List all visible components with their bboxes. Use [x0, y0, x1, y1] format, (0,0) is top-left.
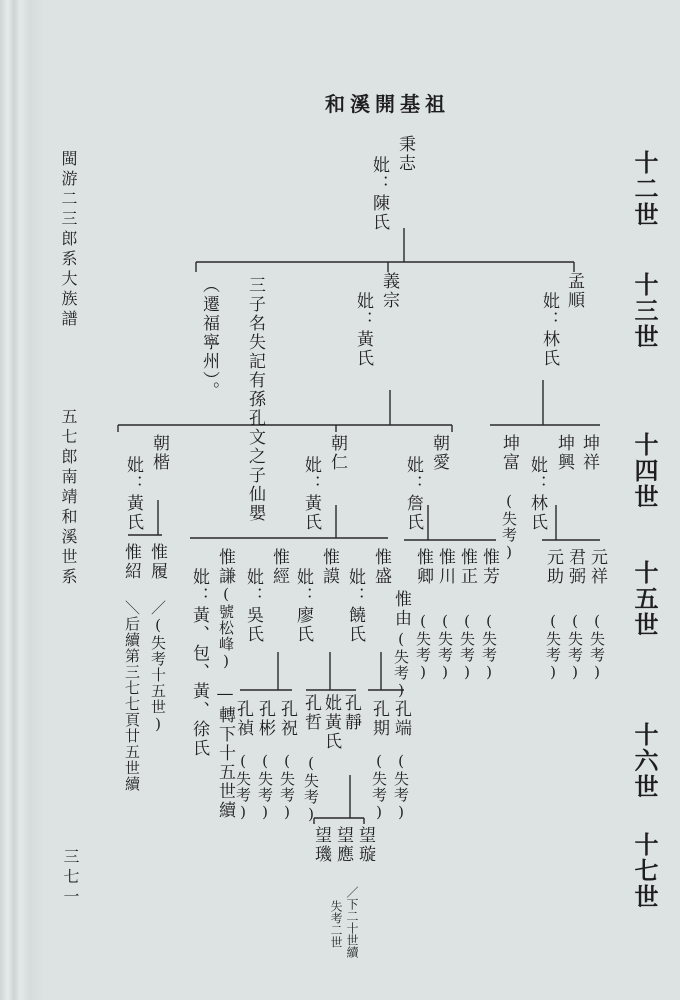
book-title: 閩游二三郎系大族譜	[59, 150, 78, 330]
person-weisheng: 惟盛	[371, 548, 391, 586]
wife-wu: 妣：吳氏	[243, 568, 263, 644]
note-yuanzhu: (失考)	[544, 612, 562, 682]
person-wangji: 望璣	[311, 826, 331, 864]
person-kongjing: 孔靜	[341, 694, 361, 732]
person-chaoai: 朝愛	[429, 434, 449, 472]
person-weilv: 惟履	[147, 543, 167, 581]
wife-huang-yi: 妣：黃氏	[353, 292, 373, 368]
note-lost-sons: 三子名失記有孫孔文之子仙嬰	[245, 276, 265, 523]
note-weiyou: (失考)	[392, 630, 410, 700]
person-chaoren: 朝仁	[327, 434, 347, 472]
note-wangxuan: ／下二十世續	[345, 886, 359, 958]
note-weishao: ＼后續第三七七頁廿五世續	[123, 600, 141, 792]
person-yuanxiang: 元祥	[587, 548, 607, 586]
person-kongqi: 孔期	[369, 700, 389, 738]
gen-label-13: 十三世	[630, 272, 659, 350]
note-yuanxiang: (失考)	[588, 612, 606, 682]
person-yuanzhu: 元助	[543, 548, 563, 586]
note-weifang: (失考)	[480, 612, 498, 682]
wife-huang-bao-huang-xu: 妣：黃、包、黃、徐氏	[189, 568, 209, 758]
gen-label-16: 十六世	[630, 722, 659, 800]
note-kongzhen: (失考)	[234, 752, 252, 822]
person-weiqian: 惟謙	[215, 548, 235, 586]
person-weifang: 惟芳	[479, 548, 499, 586]
note-junbi: (失考)	[566, 612, 584, 682]
wife-rao: 妣：饒氏	[345, 568, 365, 644]
person-wangxuan: 望璇	[355, 826, 375, 864]
gen-label-15: 十五世	[630, 560, 659, 638]
note-wangji: 失考二世	[329, 900, 343, 948]
person-kongbin: 孔彬	[255, 700, 275, 738]
book-subtitle: 五七郎南靖和溪世系	[59, 408, 78, 588]
person-weijing: 惟經	[269, 548, 289, 586]
person-weishao: 惟紹	[121, 543, 141, 581]
note-weiqian-hao: (號松峰)	[217, 585, 235, 671]
person-weimo: 惟謨	[319, 548, 339, 586]
gen-label-14: 十四世	[630, 432, 659, 510]
wife-zhan: 妣：詹氏	[403, 456, 423, 532]
person-weiyou: 惟由	[391, 590, 411, 628]
note-weiqian-continue: —轉下十五世續	[215, 684, 235, 820]
note-kongduan: (失考)	[392, 752, 410, 822]
person-bingzhi: 秉志	[395, 135, 415, 173]
wife-lin-meng: 妣：林氏	[539, 292, 559, 368]
wife-liao: 妣：廖氏	[293, 568, 313, 644]
note-kongzhu: (失考)	[278, 752, 296, 822]
person-kongzhe: 孔哲	[301, 694, 321, 732]
person-mengshun: 孟順	[564, 272, 584, 310]
person-chaokai: 朝楷	[149, 434, 169, 472]
person-kunfu: 坤富	[499, 434, 519, 472]
note-kongbin: (失考)	[256, 752, 274, 822]
person-kongduan: 孔端	[391, 700, 411, 738]
person-kunxiang: 坤祥	[579, 434, 599, 472]
person-weizheng: 惟正	[457, 548, 477, 586]
wife-chen: 妣：陳氏	[369, 156, 389, 232]
note-kongzhe: (失考)	[302, 754, 320, 824]
person-kongzhu: 孔祝	[277, 700, 297, 738]
person-weiqing: 惟卿	[413, 548, 433, 586]
person-yizong: 義宗	[379, 272, 399, 310]
person-weichuan: 惟川	[435, 548, 455, 586]
note-weizheng: (失考)	[458, 612, 476, 682]
note-weiqing: (失考)	[414, 612, 432, 682]
note-kunfu: (失考)	[500, 492, 518, 562]
wife-huang-kong: 妣黃氏	[321, 694, 341, 751]
wife-huang-ren: 妣：黃氏	[301, 456, 321, 532]
wife-huang-kai: 妣：黃氏	[123, 456, 143, 532]
gen-label-17: 十七世	[630, 832, 659, 910]
note-weichuan: (失考)	[436, 612, 454, 682]
wife-lin-kun: 妣：林氏	[527, 456, 547, 532]
note-kongqi: (失考)	[370, 752, 388, 822]
page-number: 三七一	[61, 848, 80, 908]
person-kongzhen: 孔禎	[233, 700, 253, 738]
page-heading: 和溪開基祖	[325, 92, 450, 116]
person-kunxing: 坤興	[554, 434, 574, 472]
person-junbi: 君弼	[565, 548, 585, 586]
person-wangying: 望應	[333, 826, 353, 864]
gen-label-12: 十二世	[630, 150, 659, 228]
note-migration: （遷福寧州）。	[199, 276, 219, 401]
note-weilv: ／(失考十五世)	[149, 600, 167, 734]
